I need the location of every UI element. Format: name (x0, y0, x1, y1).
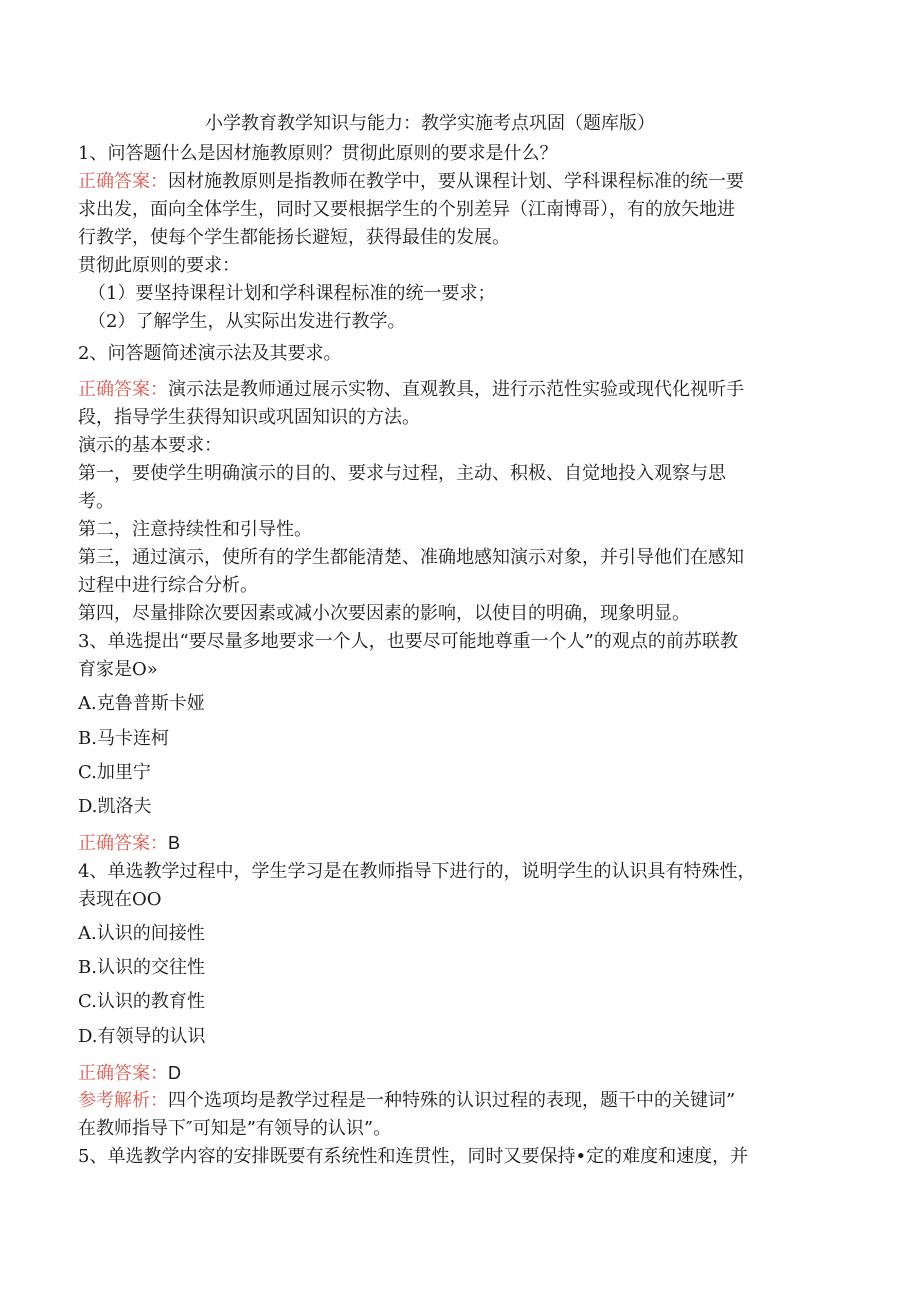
analysis-label: 参考解析： (78, 1090, 168, 1111)
q1-question: 1、问答题什么是因材施教原则？贯彻此原则的要求是什么？ (78, 143, 558, 164)
answer-label: 正确答案： (78, 1063, 168, 1084)
q4-option-c: C.认识的教育性 (78, 991, 205, 1012)
q4-analysis-line-1 (78, 1089, 735, 1113)
answer-label: 正确答案： (78, 379, 168, 400)
q4-option-b: B.认识的交往性 (78, 957, 205, 978)
q2-point-4: 第四，尽量排除次要因素或减小次要因素的影响，以使目的明确，现象明显。 (78, 603, 690, 624)
q4-option-d: D.有领导的认识 (78, 1026, 206, 1047)
q2-answer-line-2: 段，指导学生获得知识或巩固知识的方法。 (78, 407, 420, 428)
q3-option-b: B.马卡连柯 (78, 728, 169, 749)
q2-point-3-cont: 过程中进行综合分析。 (78, 575, 258, 596)
q3-answer (78, 831, 180, 856)
q1-answer-line-2: 求出发，面向全体学生，同时又要根据学生的个别差异（江南博哥），有的放矢地进 (78, 199, 735, 220)
q2-question: 2、问答题简述演示法及其要求。 (78, 343, 342, 364)
q1-answer-line-1 (78, 170, 744, 194)
q2-answer-text-1: 演示法是教师通过展示实物、直观教具，进行示范性实验或现代化视听手 (168, 379, 744, 400)
q2-point-3: 第三，通过演示，使所有的学生都能清楚、准确地感知演示对象，并引导他们在感知 (78, 547, 744, 568)
q3-option-a: A.克鲁普斯卡娅 (78, 693, 205, 714)
q1-answer-line-3: 行教学，使每个学生都能扬长避短，获得最佳的发展。 (78, 227, 510, 248)
q4-analysis-text-1: 四个选项均是教学过程是一种特殊的认识过程的表现，题干中的关键词” (168, 1090, 736, 1111)
answer-label: 正确答案： (78, 171, 168, 192)
q3-question-line-2: 育家是O» (78, 659, 158, 680)
q2-basic-heading: 演示的基本要求： (78, 435, 222, 456)
q2-answer-line-1 (78, 378, 744, 402)
q4-option-a: A.认识的间接性 (78, 923, 205, 944)
document-title: 小学教育教学知识与能力：教学实施考点巩固（题库版） (205, 113, 655, 134)
q4-answer (78, 1061, 181, 1086)
q4-analysis-line-2: 在教师指导下″可知是”有领导的认识”。 (78, 1118, 392, 1139)
q2-point-1-cont: 考。 (78, 491, 114, 512)
q3-option-d: D.凯洛夫 (78, 796, 152, 817)
q4-answer-value: D (168, 1063, 181, 1083)
q1-answer-text-1: 因材施教原则是指教师在教学中，要从课程计划、学科课程标准的统一要 (168, 171, 744, 192)
q2-point-1: 第一，要使学生明确演示的目的、要求与过程，主动、积极、自觉地投入观察与思 (78, 463, 726, 484)
q3-question-line-1: 3、单选提出“要尽量多地要求一个人，也要尽可能地尊重一个人”的观点的前苏联教 (78, 631, 738, 652)
q1-requirement-1: （1）要坚持课程计划和学科课程标准的统一要求； (88, 283, 496, 304)
q5-question: 5、单选教学内容的安排既要有系统性和连贯性，同时又要保持•定的难度和速度，并 (78, 1146, 749, 1167)
q3-answer-value: B (168, 833, 181, 853)
answer-label: 正确答案： (78, 833, 168, 854)
q4-question-line-1: 4、单选教学过程中，学生学习是在教师指导下进行的，说明学生的认识具有特殊性， (78, 861, 756, 882)
q1-requirements-heading: 贯彻此原则的要求： (78, 255, 240, 276)
q1-requirement-2: （2）了解学生，从实际出发进行教学。 (88, 311, 406, 332)
q3-option-c: C.加里宁 (78, 762, 151, 783)
q2-point-2: 第二，注意持续性和引导性。 (78, 519, 312, 540)
q4-question-line-2: 表现在OO (78, 889, 162, 910)
